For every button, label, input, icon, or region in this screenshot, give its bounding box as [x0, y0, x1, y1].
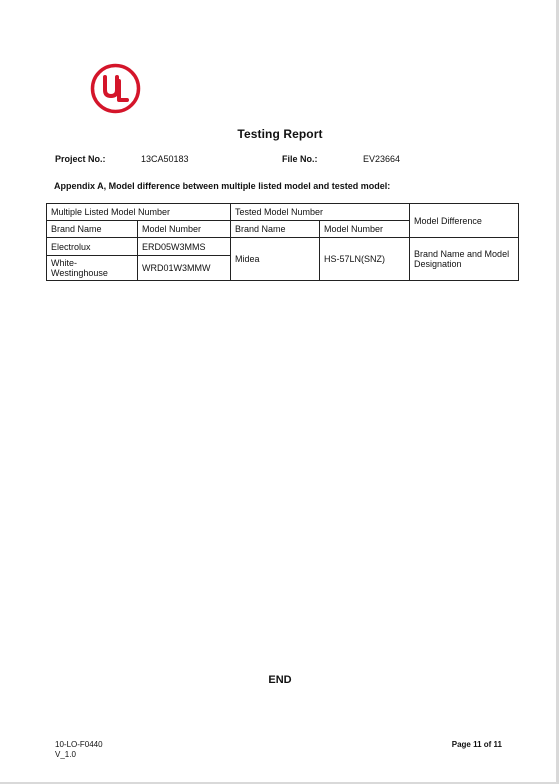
form-code: 10-LO-F0440: [55, 740, 103, 749]
project-number-value: 13CA50183: [141, 154, 189, 164]
file-number-label: File No.:: [282, 154, 318, 164]
footer-page-number: [452, 740, 502, 749]
brand-name-header: Brand Name: [47, 221, 138, 238]
appendix-heading: Appendix A, Model difference between multiple listed model and tested model:: [54, 181, 391, 191]
ul-logo: [90, 63, 141, 114]
listed-model-cell: WRD01W3MMW: [138, 256, 231, 281]
end-marker: END: [268, 674, 292, 686]
form-version: V_1.0: [55, 750, 76, 759]
report-title: Testing Report: [237, 127, 323, 141]
file-number-value: EV23664: [363, 154, 401, 164]
project-number-row: [55, 154, 106, 164]
tested-brand-name-header: Brand Name: [231, 221, 320, 238]
table-header-row: [47, 204, 519, 221]
project-number-label: Project No.:: [55, 154, 106, 164]
listed-brand-cell: White-Westinghouse: [47, 256, 138, 281]
listed-model-cell: ERD05W3MMS: [138, 238, 231, 256]
project-number-value-wrap: [141, 154, 189, 164]
table-row: [47, 238, 519, 256]
tested-model-number-header: Model Number: [320, 221, 410, 238]
page-number-label: Page 11 of 11: [451, 740, 502, 749]
tested-model-cell: HS-57LN(SNZ): [320, 238, 410, 281]
model-number-header: Model Number: [138, 221, 231, 238]
file-number-value-wrap: [363, 154, 400, 164]
model-difference-table: [46, 203, 519, 281]
model-difference-header: Model Difference: [410, 204, 519, 238]
difference-cell: Brand Name and Model Designation: [410, 238, 519, 281]
tested-model-header: Tested Model Number: [231, 204, 410, 221]
file-number-row: [282, 154, 318, 164]
tested-brand-cell: Midea: [231, 238, 320, 281]
multiple-listed-header: Multiple Listed Model Number: [47, 204, 231, 221]
listed-brand-cell: Electrolux: [47, 238, 138, 256]
footer-form-info: [55, 740, 103, 760]
